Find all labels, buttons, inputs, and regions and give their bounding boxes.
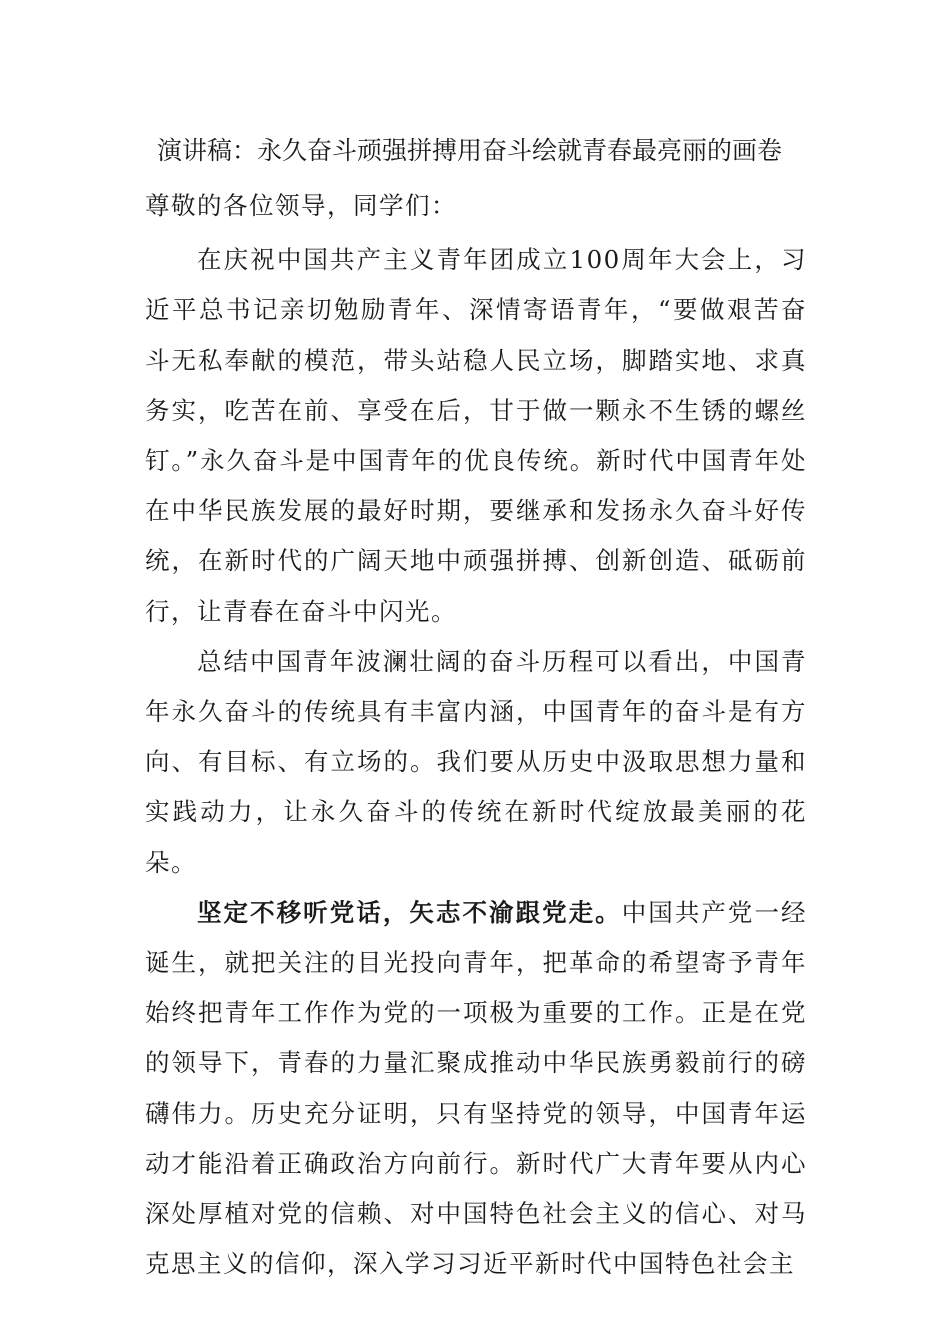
- document-body: [145, 181, 807, 1289]
- paragraph-3-lead: 坚定不移听党话，矢志不渝跟党走。: [197, 897, 622, 927]
- paragraph-3: [145, 888, 807, 1290]
- paragraph-2-text: 总结中国青年波澜壮阔的奋斗历程可以看出，中国青年永久奋斗的传统具有丰富内涵，中国青年的奋斗是有方向、有目标、有立场的。我们要从历史中汲取思想力量和实践动力，让永久奋斗的传统在新时代绽放最美丽的花朵。: [145, 646, 807, 877]
- paragraph-1: [145, 235, 807, 637]
- paragraph-3-text: 中国共产党一经诞生，就把关注的目光投向青年，把革命的希望寄予青年始终把青年工作作为党的一项极为重要的工作。正是在党的领导下，青春的力量汇聚成推动中华民族勇毅前行的磅礴伟力。历史充分证明，只有坚持党的领导，中国青年运动才能沿着正确政治方向前行。新时代广大青年要从内心深处厚植对党的信赖、对中国特色社会主义的信心、对马克思主义的信仰，深入学习习近平新时代中国特色社会主: [145, 897, 808, 1279]
- greeting: 尊敬的各位领导，同学们：: [145, 191, 457, 220]
- paragraph-1-text: 在庆祝中国共产主义青年团成立100周年大会上，习近平总书记亲切勉励青年、深情寄语青年，“要做艰苦奋斗无私奉献的模范，带头站稳人民立场，脚踏实地、求真务实，吃苦在前、享受在后，甘于做一颗永不生锈的螺丝钉。”永久奋斗是中国青年的优良传统。新时代中国青年处在中华民族发展的最好时期，要继承和发扬永久奋斗好传统，在新时代的广阔天地中顽强拼搏、创新创造、砥砺前行，让青春在奋斗中闪光。: [145, 245, 807, 626]
- paragraph-2: [145, 637, 807, 888]
- document-title: 演讲稿：永久奋斗顽强拼搏用奋斗绘就青春最亮丽的画卷: [157, 136, 783, 165]
